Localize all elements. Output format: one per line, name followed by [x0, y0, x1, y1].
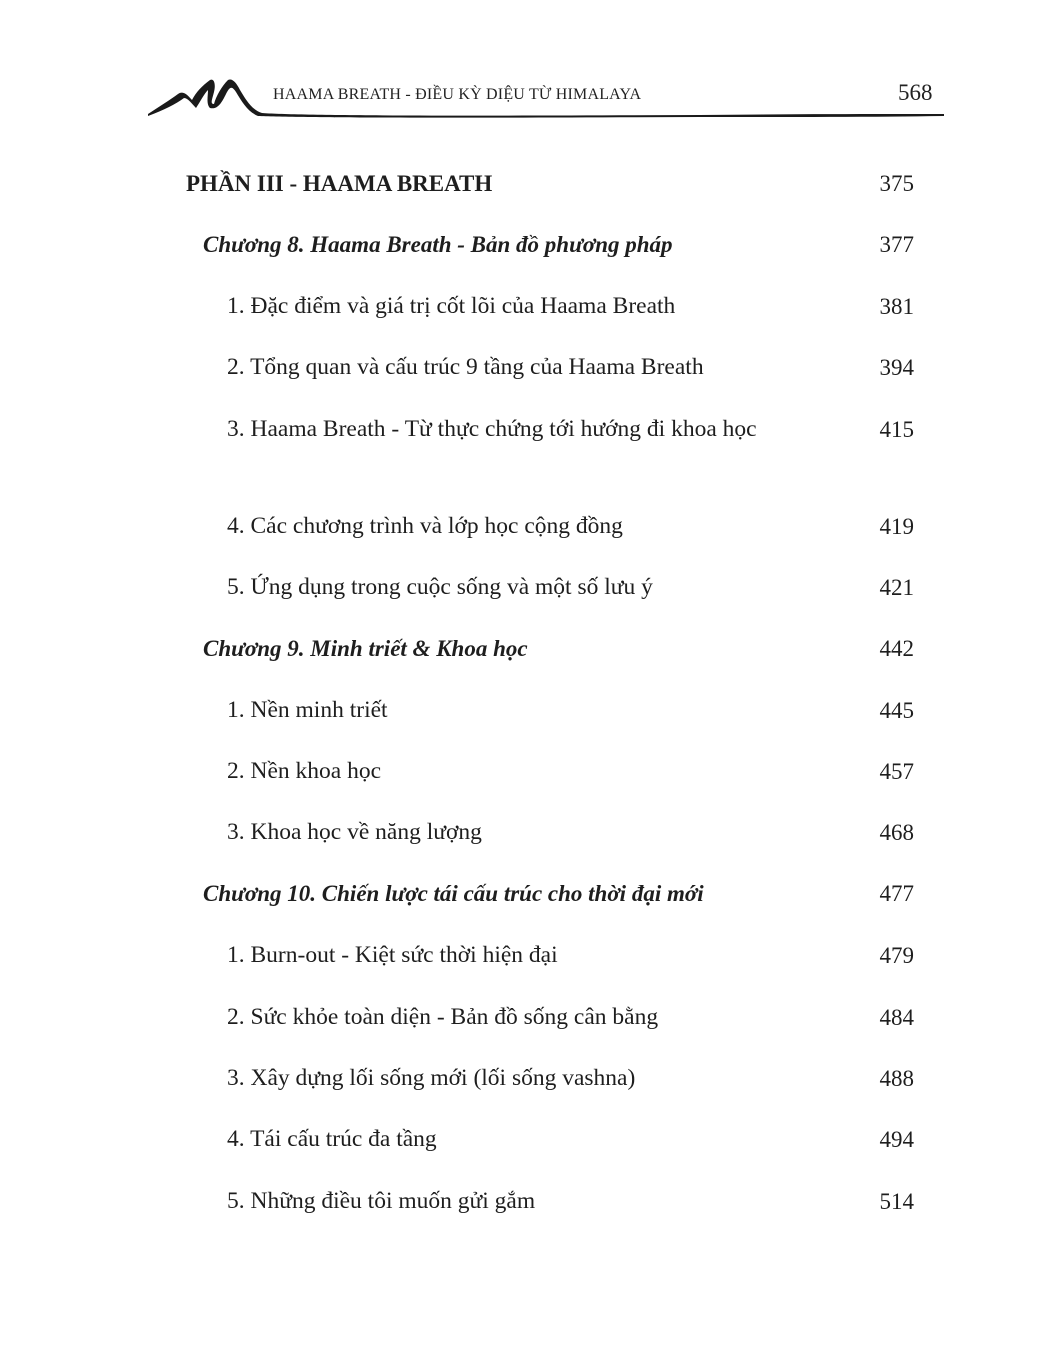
- toc-page-number: 488: [879, 1066, 914, 1091]
- page-header: [0, 0, 1063, 130]
- toc-section[interactable]: 5. Những điều tôi muốn gửi gắm: [227, 1188, 536, 1214]
- toc-chapter-9[interactable]: Chương 9. Minh triết & Khoa học: [203, 636, 528, 661]
- toc-section[interactable]: 3. Haama Breath - Từ thực chứng tới hướng đi khoa học: [227, 416, 757, 442]
- toc-page-number: 479: [879, 943, 914, 968]
- toc-section[interactable]: 5. Ứng dụng trong cuộc sống và một số lưu ý: [227, 574, 653, 600]
- mountain-logo-icon: [0, 0, 1063, 130]
- toc-page-number: 377: [879, 232, 914, 257]
- toc-page-number: 419: [879, 514, 914, 539]
- page-number: 568: [898, 80, 933, 105]
- toc-page-number: 445: [879, 698, 914, 723]
- toc-page-number: 468: [879, 820, 914, 845]
- toc-section[interactable]: 2. Tổng quan và cấu trúc 9 tầng của Haama Breath: [227, 354, 704, 380]
- running-header-title: HAAMA BREATH - ĐIỀU KỲ DIỆU TỪ HIMALAYA: [273, 86, 642, 103]
- toc-section[interactable]: 4. Tái cấu trúc đa tầng: [227, 1126, 437, 1152]
- toc-page-number: 421: [879, 575, 914, 600]
- toc-section[interactable]: 2. Sức khỏe toàn diện - Bản đồ sống cân bằng: [227, 1004, 659, 1030]
- toc-page-number: 457: [879, 759, 914, 784]
- toc-part-title[interactable]: PHẦN III - HAAMA BREATH: [186, 171, 493, 196]
- toc-section[interactable]: 1. Nền minh triết: [227, 697, 388, 723]
- toc-section[interactable]: 2. Nền khoa học: [227, 758, 382, 784]
- toc-page-number: 394: [879, 355, 914, 380]
- toc-chapter-10[interactable]: Chương 10. Chiến lược tái cấu trúc cho thời đại mới: [203, 881, 704, 906]
- toc-page-number: 375: [879, 171, 914, 196]
- toc-section[interactable]: 3. Xây dựng lối sống mới (lối sống vashna): [227, 1065, 636, 1091]
- toc-page-number: 484: [879, 1005, 914, 1030]
- toc-page-number: 415: [879, 417, 914, 442]
- toc-page-number: 442: [879, 636, 914, 661]
- toc-page-number: 381: [879, 294, 914, 319]
- toc-page-number: 477: [879, 881, 914, 906]
- toc-section[interactable]: 4. Các chương trình và lớp học cộng đồng: [227, 513, 623, 539]
- toc-section[interactable]: 1. Burn-out - Kiệt sức thời hiện đại: [227, 942, 558, 968]
- toc-section[interactable]: 3. Khoa học về năng lượng: [227, 819, 482, 845]
- toc-page-number: 494: [879, 1127, 914, 1152]
- toc-chapter-8[interactable]: Chương 8. Haama Breath - Bản đồ phương pháp: [203, 232, 673, 257]
- toc-page-number: 514: [879, 1189, 914, 1214]
- toc-section[interactable]: 1. Đặc điểm và giá trị cốt lõi của Haama Breath: [227, 293, 676, 319]
